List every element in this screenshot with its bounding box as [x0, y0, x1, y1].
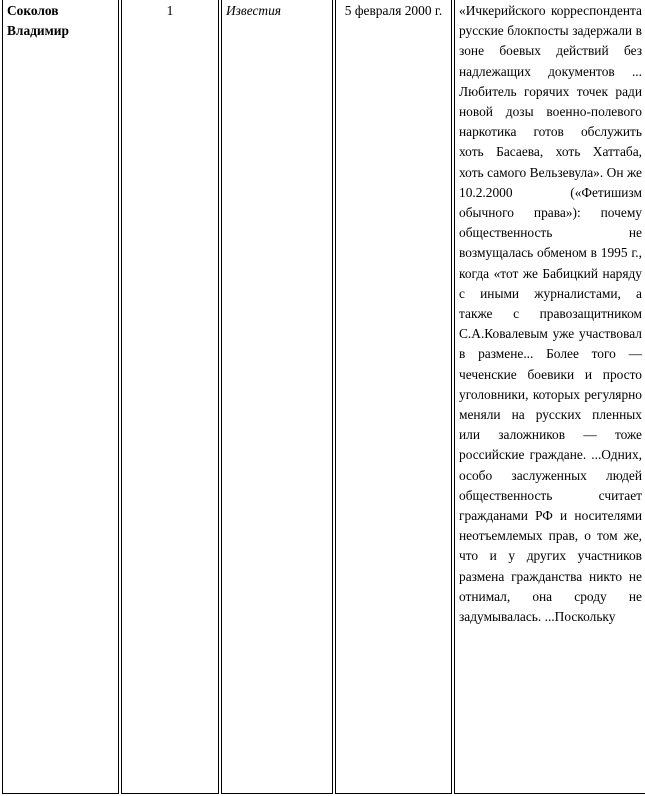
number-cell: 1: [121, 0, 219, 794]
date-cell: 5 февраля 2000 г.: [335, 0, 452, 794]
quote-cell: «Ичкерийского корреспондента русские блокпосты задержали в зоне боевых действий без надлежащих документов ... Любитель горячих точек ради новой дозы военно-полевого наркотика готов обслужить хоть Басаева, хоть Хаттаба, хоть самого Вельзевула». Он же 10.2.2000 («Фетишизм обычного права»): почему общественность не возмущалась обменом в 1995 г., когда «тот же Бабицкий наряду с иными журналистами, а также с правозащитником С.А.Ковалевым уже участвовал в размене... Более того — чеченские боевики и просто уголовники, которых регулярно меняли на русских пленных или заложников — тоже российские граждане. ...Одних, особо заслуженных людей общественность считает гражданами РФ и носителями неотъемлемых прав, о том же, что и у других участников размена гражданства никто не отнимал, она сроду не задумывалась. ...Поскольку: [454, 0, 645, 794]
table-row: [2, 0, 645, 794]
source-cell: Известия: [221, 0, 333, 794]
author-cell: Соколов Владимир: [2, 0, 119, 794]
